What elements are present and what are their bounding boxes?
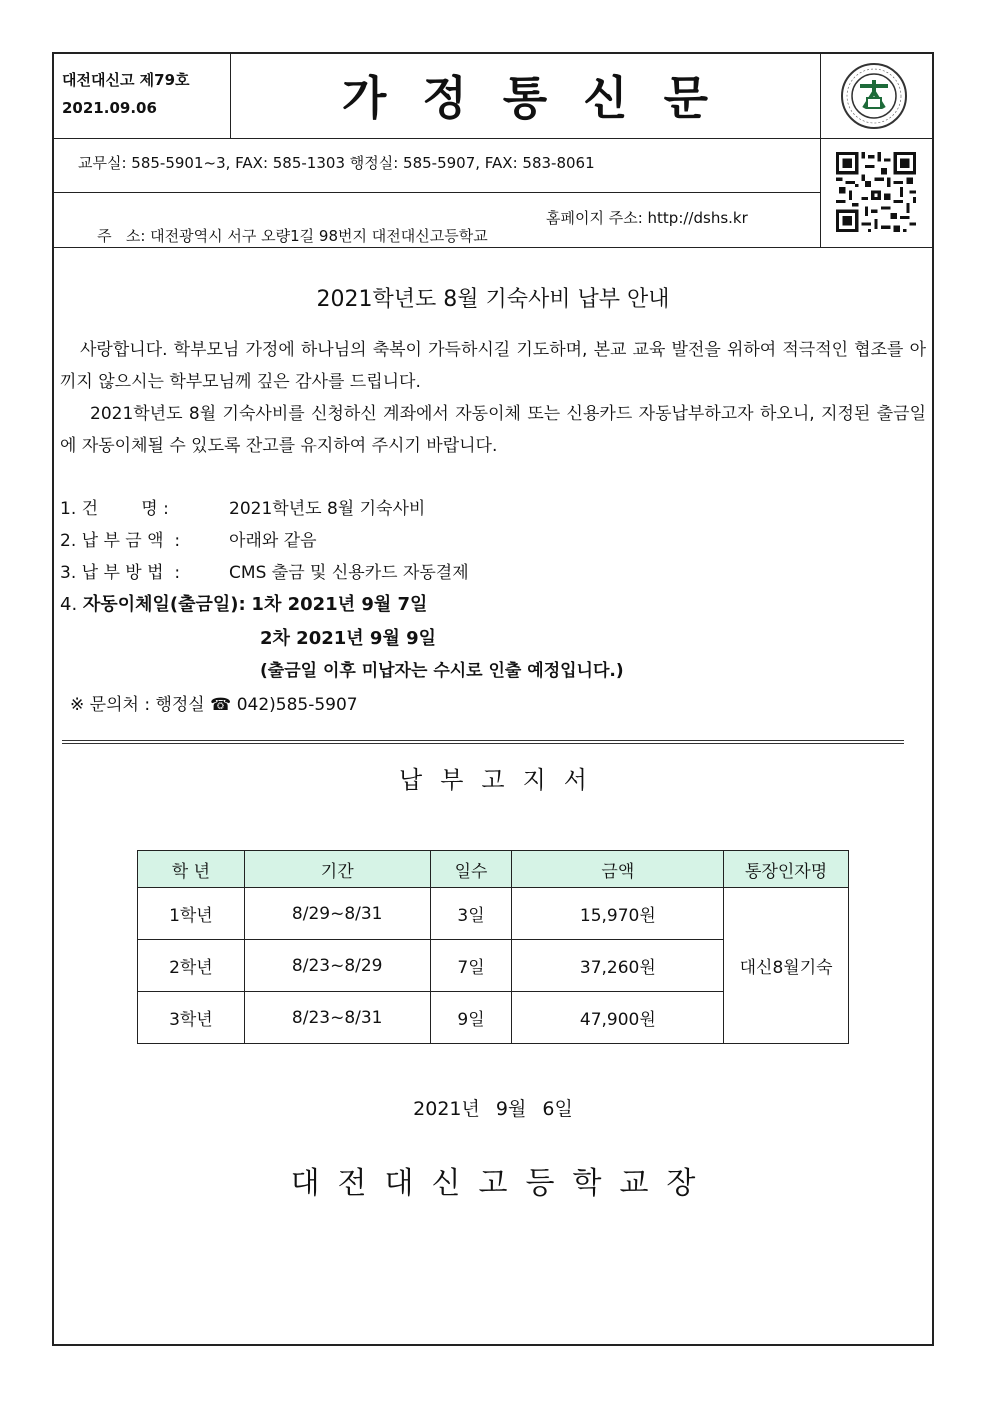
item-withdrawal-date: 4. 자동이체일(출금일): 1차 2021년 9월 7일 bbox=[60, 594, 428, 615]
principal-signature: 대전대신고등학교장 bbox=[290, 1166, 714, 1201]
header-period: 기간 bbox=[244, 851, 430, 888]
amount-cell: 37,260원 bbox=[512, 940, 724, 992]
school-emblem-icon bbox=[840, 62, 908, 130]
withdrawal-note: (출금일 이후 미납자는 수시로 인출 예정입니다.) bbox=[260, 661, 624, 681]
school-address bbox=[78, 207, 748, 282]
account-name-cell: 대신8월기숙 bbox=[724, 888, 849, 1044]
contact-numbers: 교무실: 585-5901~3, FAX: 585-1303 행정실: 585-5907, FAX: 583-8061 bbox=[78, 154, 595, 172]
notice-title: 2021학년도 8월 기숙사비 납부 안내 bbox=[316, 287, 670, 312]
grade-cell: 1학년 bbox=[138, 888, 245, 940]
issue-date-footer: 2021년 9월 6일 bbox=[413, 1098, 573, 1120]
inquiry-contact: ※ 문의처 : 행정실 ☎ 042)585-5907 bbox=[70, 695, 358, 715]
period-cell: 8/23~8/29 bbox=[244, 940, 430, 992]
address-text: 주 소: 대전광역시 서구 오량1길 98번지 대전대신고등학교 bbox=[97, 227, 488, 245]
qr-code-icon[interactable] bbox=[836, 152, 916, 232]
item-amount: 2. 납 부 금 액 : 아래와 같음 bbox=[60, 531, 317, 551]
issue-info bbox=[62, 66, 190, 122]
double-divider bbox=[62, 740, 904, 744]
second-withdrawal-date: 2차 2021년 9월 9일 bbox=[260, 628, 437, 649]
grade-cell: 2학년 bbox=[138, 940, 245, 992]
slip-title: 납부고지서 bbox=[399, 766, 605, 794]
amount-cell: 15,970원 bbox=[512, 888, 724, 940]
homepage-link[interactable]: 홈페이지 주소: http://dshs.kr bbox=[546, 209, 748, 227]
period-cell: 8/23~8/31 bbox=[244, 992, 430, 1044]
school-issue-number: 대전대신고 제79호 bbox=[62, 71, 190, 89]
fee-table bbox=[137, 850, 849, 1044]
letter-header bbox=[52, 52, 934, 248]
greeting-paragraph: 사랑합니다. 학부모님 가정에 하나님의 축복이 가득하시길 기도하며, 본교 교육 발전을 위하여 적극적인 협조를 아끼지 않으시는 학부모님께 깊은 감사를 드립니다. bbox=[60, 340, 926, 392]
days-cell: 9일 bbox=[430, 992, 512, 1044]
header-days: 일수 bbox=[430, 851, 512, 888]
item-subject: 1. 건 명 : 2021학년도 8월 기숙사비 bbox=[60, 499, 426, 519]
amount-cell: 47,900원 bbox=[512, 992, 724, 1044]
header-account-name: 통장인자명 bbox=[724, 851, 849, 888]
item-method: 3. 납 부 방 법 : CMS 출금 및 신용카드 자동결제 bbox=[60, 563, 469, 583]
header-amount: 금액 bbox=[512, 851, 724, 888]
grade-cell: 3학년 bbox=[138, 992, 245, 1044]
table-header-row bbox=[138, 851, 849, 888]
header-grade: 학 년 bbox=[138, 851, 245, 888]
days-cell: 3일 bbox=[430, 888, 512, 940]
issue-date: 2021.09.06 bbox=[62, 99, 157, 117]
payment-paragraph: 2021학년도 8월 기숙사비를 신청하신 계좌에서 자동이체 또는 신용카드 자동납부하고자 하오니, 지정된 출금일에 자동이체될 수 있도록 잔고를 유지하여 주시기 바랍니다. bbox=[60, 404, 926, 456]
days-cell: 7일 bbox=[430, 940, 512, 992]
page-title: 가정통신문 bbox=[341, 71, 745, 125]
table-row bbox=[138, 888, 849, 940]
period-cell: 8/29~8/31 bbox=[244, 888, 430, 940]
